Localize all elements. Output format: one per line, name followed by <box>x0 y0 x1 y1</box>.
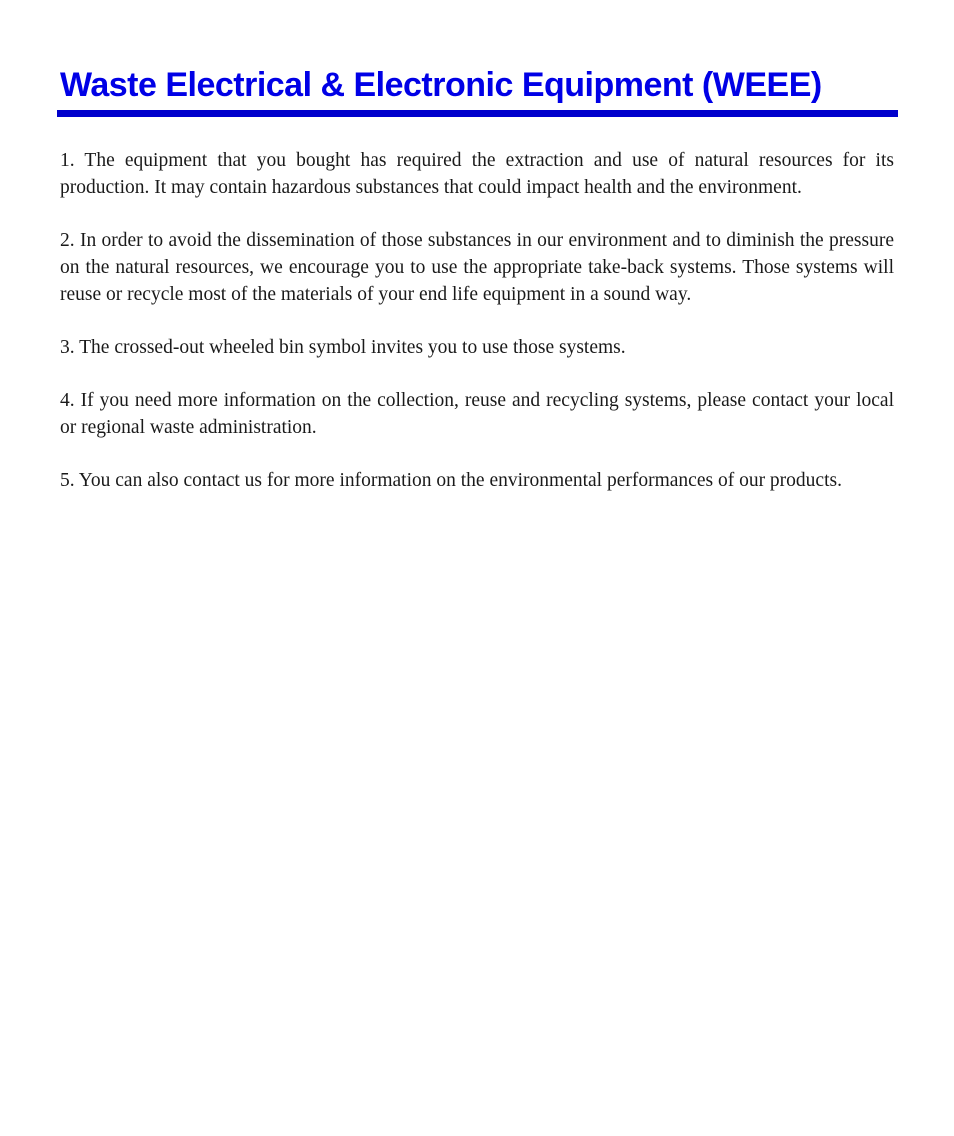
document-page <box>57 62 897 520</box>
document-body <box>57 147 897 494</box>
paragraph-2: 2. In order to avoid the dissemination of those substances in our environment and to diminish the pressure on the natural resources, we encourage you to use the appropriate take-back systems. Those systems will reuse or recycle most of the materials of your end life equipment in a sound way. <box>60 230 894 305</box>
page-title: Waste Electrical & Electronic Equipment (WEEE) <box>60 66 822 104</box>
title-underline-rule <box>57 110 898 117</box>
paragraph-4: 4. If you need more information on the collection, reuse and recycling systems, please contact your local or regional waste administration. <box>60 390 894 438</box>
paragraph-5: 5. You can also contact us for more information on the environmental performances of our products. <box>60 470 842 491</box>
paragraph-1: 1. The equipment that you bought has required the extraction and use of natural resources for its production. It may contain hazardous substances that could impact health and the environment. <box>60 150 894 198</box>
paragraph-3: 3. The crossed-out wheeled bin symbol invites you to use those systems. <box>60 337 626 358</box>
